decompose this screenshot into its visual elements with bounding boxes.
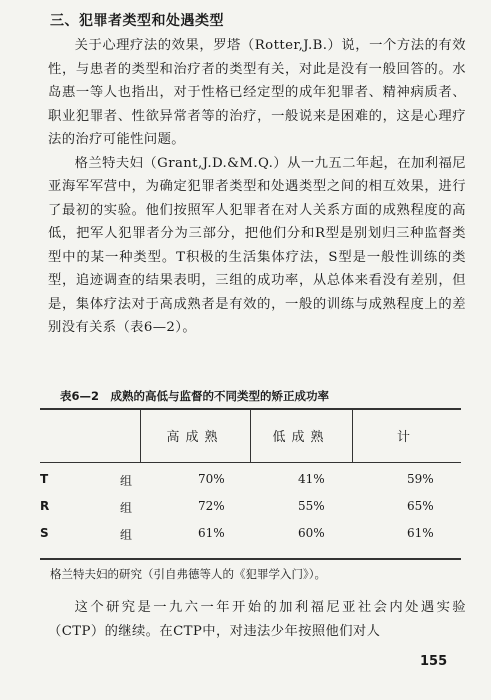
cell-high: 72% <box>198 499 225 513</box>
table-header-rule <box>40 462 461 463</box>
main-text <box>48 34 466 340</box>
cell-total: 61% <box>407 526 434 540</box>
table-caption: 表6—2 成熟的高低与监督的不同类型的矫正成功率 <box>60 389 330 403</box>
cell-low: 41% <box>298 472 325 486</box>
table-row <box>40 472 461 496</box>
table-source-note: 格兰特夫妇的研究（引自弗德等人的《犯罪学入门》）。 <box>50 567 326 581</box>
header-low-maturity: 低成熟 <box>272 430 330 445</box>
table-row <box>40 499 461 523</box>
section-heading: 三、犯罪者类型和处遇类型 <box>50 13 224 29</box>
row-group: T <box>40 472 49 486</box>
cell-high: 61% <box>198 526 225 540</box>
table-bottom-rule <box>40 558 461 560</box>
header-high-maturity: 高成熟 <box>166 430 224 445</box>
cell-low: 60% <box>298 526 325 540</box>
cell-low: 55% <box>298 499 325 513</box>
row-unit: 组 <box>120 474 133 488</box>
table-row <box>40 526 461 550</box>
row-group: S <box>40 526 49 540</box>
cell-high: 70% <box>198 472 225 486</box>
row-group: R <box>40 499 50 513</box>
closing-text <box>48 596 466 643</box>
cell-total: 65% <box>407 499 434 513</box>
header-total: 计 <box>396 430 416 445</box>
paragraph-grant: 格兰特夫妇（Grant,J.D.&M.Q.）从一九五二年起，在加利福尼亚海军军营中，为确定犯罪者类型和处遇类型之间的相互效果，进行了最初的实验。他们按照军人犯罪者在对人关系方面的成熟程度的高低，把军人犯罪者分为三部分，把他们分和R型是别划归三种监督类型中的某一种类型。T积极的生活集体疗法，S型是一般性训练的类型，追迹调查的结果表明，三组的成功率，从总体来看没有差别，但是，集体疗法对于高成熟者是有效的，一般的训练与成熟程度上的差别没有关系（表6—2）。 <box>48 155 466 335</box>
paragraph-rotter: 关于心理疗法的效果，罗塔（Rotter,J.B.）说，一个方法的有效性，与患者的类型和治疗者的类型有关，对此是没有一般回答的。水岛惠一等人也指出，对于性格已经定型的成年犯罪者、精神病质者、职业犯罪者、性欲异常者等的治疗，一般说来是困难的，这是心理疗法的治疗可能性问题。 <box>48 38 466 147</box>
row-unit: 组 <box>120 528 133 542</box>
cell-total: 59% <box>407 472 434 486</box>
row-unit: 组 <box>120 501 133 515</box>
page-number: 155 <box>420 654 448 669</box>
paragraph-ctp: 这个研究是一九六一年开始的加利福尼亚社会内处遇实验（CTP）的继续。在CTP中，对违法少年按照他们对人 <box>48 600 466 639</box>
